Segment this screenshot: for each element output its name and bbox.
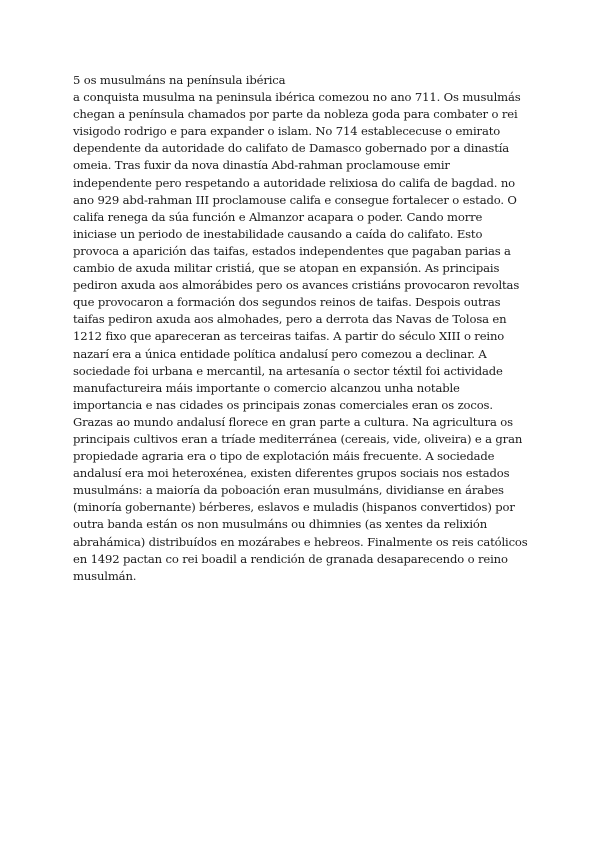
text-line: 1212 fixo que apareceran as terceiras taifas. A partir do século XIII o reino <box>73 329 505 344</box>
text-line: taifas pediron axuda aos almohades, pero a derrota das Navas de Tolosa en <box>73 312 507 327</box>
text-line: dependente da autoridade do califato de Damasco gobernado por a dinastía <box>73 141 510 156</box>
text-line: musulmáns: a maioría da poboación eran musulmáns, dividianse en árabes <box>73 483 504 498</box>
text-line: abrahámica) distribuídos en mozárabes e hebreos. Finalmente os reis católicos <box>73 534 528 549</box>
text-line: califa renega da súa función e Almanzor acapara o poder. Cando morre <box>73 209 483 224</box>
text-line: provoca a aparición das taifas, estados independentes que pagaban parias a <box>73 243 511 258</box>
text-line: visigodo rodrigo e para expander o islam. No 714 establececuse o emirato <box>73 124 501 139</box>
text-line: andalusí era moi heteroxénea, existen diferentes grupos sociais nos estados <box>73 466 510 481</box>
text-line: que provocaron a formación dos segundos reinos de taifas. Despois outras <box>73 295 501 310</box>
text-line: importancia e nas cidades os principais zonas comerciales eran os zocos. <box>73 397 493 412</box>
document-title: 5 os musulmáns na península ibérica <box>73 73 286 87</box>
text-line: a conquista musulma na peninsula ibérica comezou no ano 711. Os musulmás <box>73 90 521 105</box>
text-line: iniciase un periodo de inestabilidade causando a caída do califato. Esto <box>73 226 483 241</box>
text-line: omeia. Tras fuxir da nova dinastía Abd-rahman proclamouse emir <box>73 158 450 173</box>
text-line: propiedade agraria era o tipo de explotación máis frecuente. A sociedade <box>73 449 495 464</box>
text-line: sociedade foi urbana e mercantil, na artesanía o sector téxtil foi actividade <box>73 363 503 378</box>
text-line: musulmán. <box>73 568 137 583</box>
document-body <box>73 72 533 585</box>
text-line: ano 929 abd-rahman III proclamouse califa e consegue fortalecer o estado. O <box>73 192 517 207</box>
text-line: independente pero respetando a autoridade relixiosa do califa de bagdad. no <box>73 175 516 190</box>
text-line: manufactureira máis importante o comercio alcanzou unha notable <box>73 380 460 395</box>
text-line: principais cultivos eran a tríade mediterránea (cereais, vide, oliveira) e a gran <box>73 431 523 446</box>
text-line: nazarí era a única entidade política andalusí pero comezou a declinar. A <box>73 346 487 361</box>
text-line: pediron axuda aos almorábides pero os avances cristiáns provocaron revoltas <box>73 278 520 293</box>
text-line: outra banda están os non musulmáns ou dhimnies (as xentes da relixión <box>73 517 488 532</box>
text-line: cambio de axuda militar cristiá, que se atopan en expansión. As principais <box>73 261 500 276</box>
text-line: Grazas ao mundo andalusí florece en gran parte a cultura. Na agricultura os <box>73 414 513 429</box>
text-line: (minoría gobernante) bérberes, eslavos e muladis (hispanos convertidos) por <box>73 500 515 515</box>
text-line: chegan a península chamados por parte da nobleza goda para combater o rei <box>73 107 518 122</box>
text-line: en 1492 pactan co rei boadil a rendición de granada desaparecendo o reino <box>73 551 508 566</box>
